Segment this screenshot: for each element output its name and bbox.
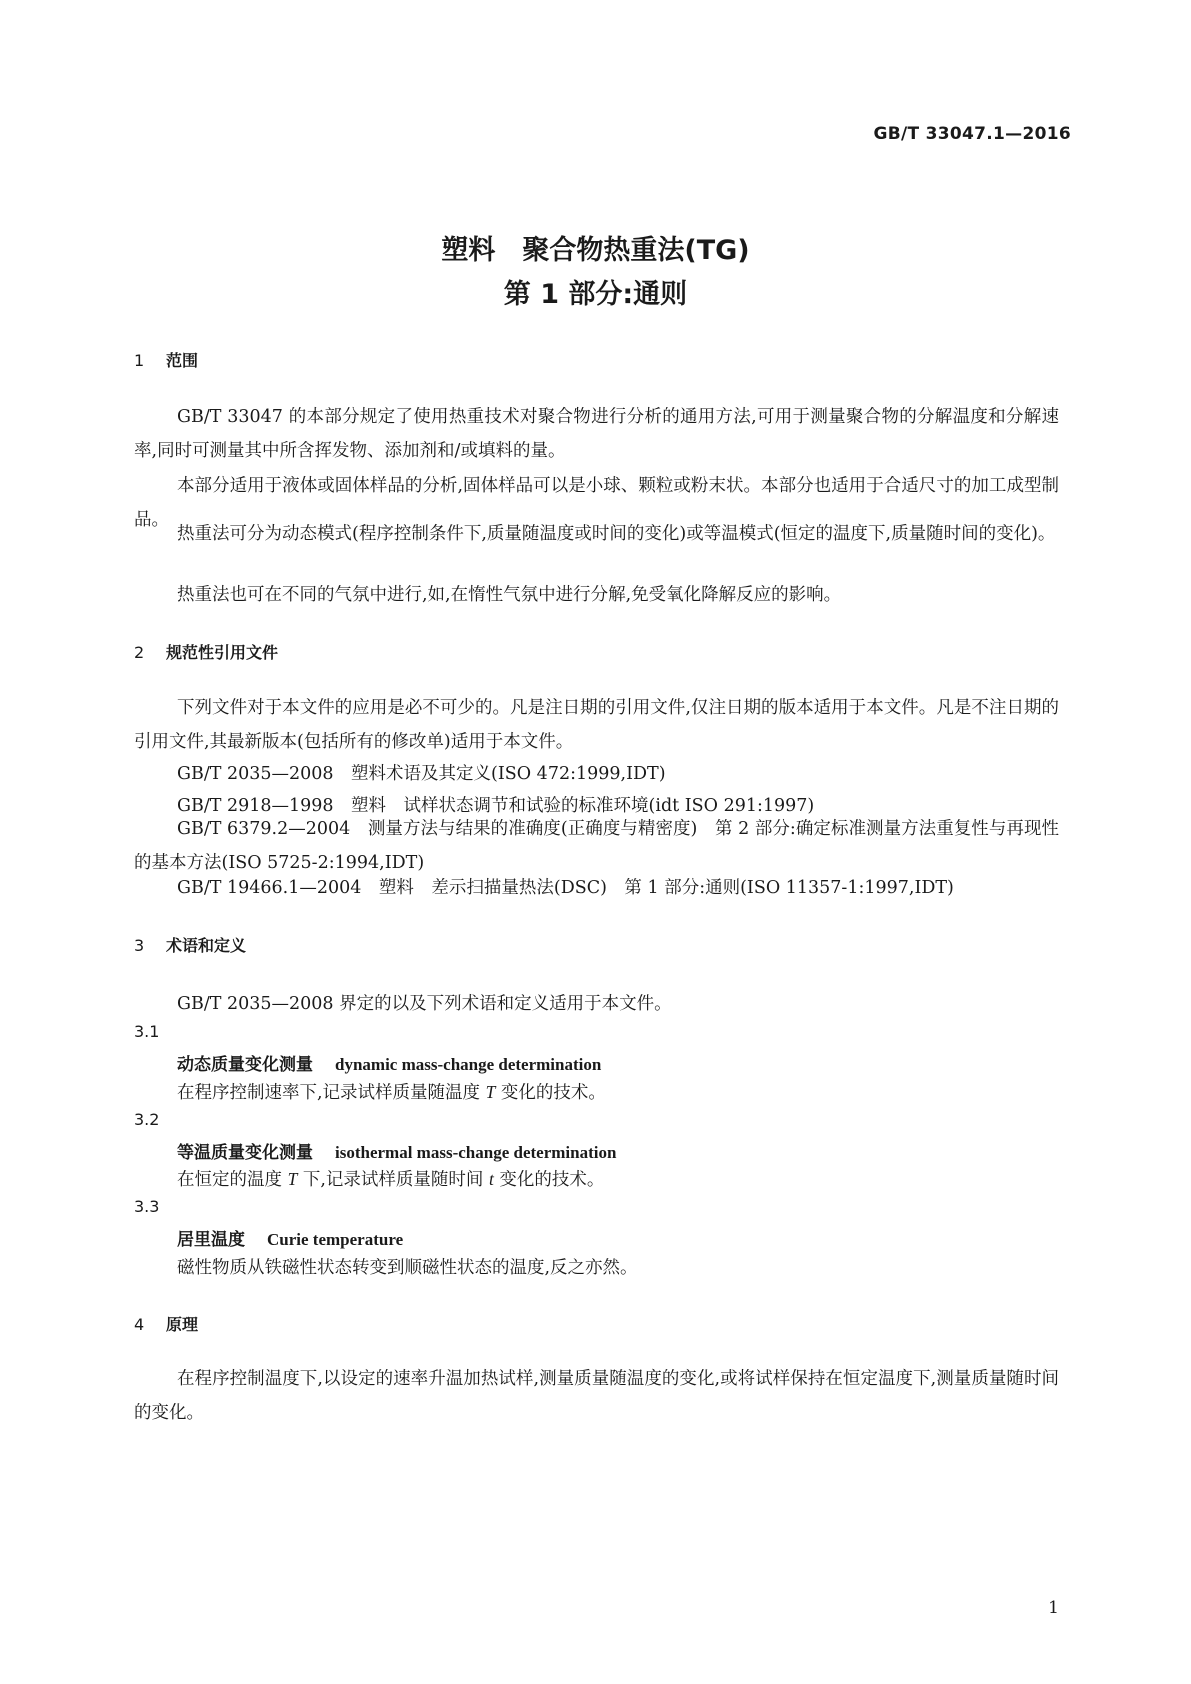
scope-paragraph-4: 热重法也可在不同的气氛中进行,如,在惰性气氛中进行分解,免受氧化降解反应的影响。 <box>177 585 842 605</box>
section-heading-scope <box>134 348 198 371</box>
term-3-2 <box>177 1138 616 1163</box>
section-title: 范围 <box>166 351 199 370</box>
term-definition: 磁性物质从铁磁性状态转变到顺磁性状态的温度,反之亦然。 <box>177 1258 638 1278</box>
section-title: 规范性引用文件 <box>166 643 279 662</box>
section-number: 2 <box>134 643 145 662</box>
term-en: dynamic mass-change determination <box>335 1055 602 1074</box>
reference-item: GB/T 6379.2—2004 测量方法与结果的准确度(正确度与精密度) 第 2 部分:确定标准测量方法重复性与再现性的基本方法(ISO 5725-2:1994,IDT) <box>134 819 1059 873</box>
term-definition: 在程序控制速率下,记录试样质量随温度 T 变化的技术。 <box>177 1082 606 1103</box>
section-number: 1 <box>134 351 145 370</box>
term-number: 3.3 <box>134 1197 160 1216</box>
section-heading-normative-references <box>134 640 278 663</box>
term-zh: 等温质量变化测量 <box>177 1143 313 1163</box>
standard-number: GB/T 33047.1—2016 <box>873 124 1071 144</box>
term-en: Curie temperature <box>267 1230 404 1249</box>
scope-paragraph-2: 本部分适用于液体或固体样品的分析,固体样品可以是小球、颗粒或粉末状。本部分也适用于合适尺寸的加工成型制品。 <box>134 476 1059 530</box>
section-heading-terms <box>134 933 246 956</box>
section-title: 术语和定义 <box>166 936 247 955</box>
term-definition: 在恒定的温度 T 下,记录试样质量随时间 t 变化的技术。 <box>177 1169 605 1190</box>
principle-paragraph: 在程序控制温度下,以设定的速率升温加热试样,测量质量随温度的变化,或将试样保持在恒定温度下,测量质量随时间的变化。 <box>134 1369 1059 1423</box>
page-number: 1 <box>1048 1598 1059 1618</box>
reference-item: GB/T 2035—2008 塑料术语及其定义(ISO 472:1999,IDT) <box>177 764 666 784</box>
reference-item: GB/T 19466.1—2004 塑料 差示扫描量热法(DSC) 第 1 部分:通则(ISO 11357-1:1997,IDT) <box>177 878 954 898</box>
reference-item: GB/T 2918—1998 塑料 试样状态调节和试验的标准环境(idt ISO 291:1997) <box>177 796 815 816</box>
term-number: 3.1 <box>134 1022 160 1041</box>
section-number: 4 <box>134 1315 145 1334</box>
document-title: 塑料 聚合物热重法(TG) <box>441 235 750 266</box>
section-number: 3 <box>134 936 145 955</box>
scope-paragraph-1: GB/T 33047 的本部分规定了使用热重技术对聚合物进行分析的通用方法,可用于测量聚合物的分解温度和分解速率,同时可测量其中所含挥发物、添加剂和/或填料的量。 <box>134 407 1059 461</box>
term-en: isothermal mass-change determination <box>335 1143 617 1162</box>
references-intro: 下列文件对于本文件的应用是必不可少的。凡是注日期的引用文件,仅注日期的版本适用于本文件。凡是不注日期的引用文件,其最新版本(包括所有的修改单)适用于本文件。 <box>134 698 1059 752</box>
term-3-1 <box>177 1050 601 1075</box>
document-subtitle: 第 1 部分:通则 <box>503 279 688 310</box>
term-zh: 动态质量变化测量 <box>177 1055 313 1075</box>
section-heading-principle <box>134 1312 198 1335</box>
term-number: 3.2 <box>134 1110 160 1129</box>
terms-intro: GB/T 2035—2008 界定的以及下列术语和定义适用于本文件。 <box>177 994 672 1014</box>
term-3-3 <box>177 1225 403 1250</box>
section-title: 原理 <box>166 1315 199 1334</box>
scope-paragraph-3: 热重法可分为动态模式(程序控制条件下,质量随温度或时间的变化)或等温模式(恒定的温度下,质量随时间的变化)。 <box>177 524 1056 544</box>
term-zh: 居里温度 <box>177 1230 245 1250</box>
